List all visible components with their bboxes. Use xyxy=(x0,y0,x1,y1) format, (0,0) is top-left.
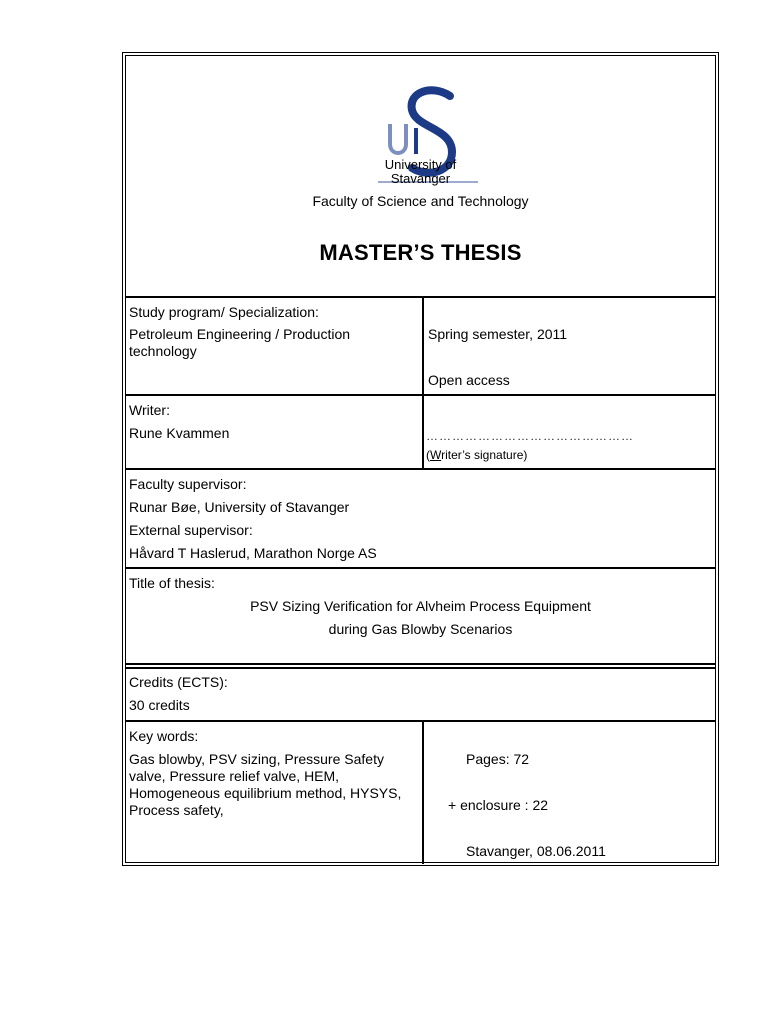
credits-label: Credits (ECTS): xyxy=(129,674,228,690)
thesis-cover-form xyxy=(122,52,719,866)
thesis-title-line1: PSV Sizing Verification for Alvheim Process Equipment xyxy=(250,598,591,614)
title-section-divider xyxy=(126,567,715,569)
credits-section-divider-bottom xyxy=(126,667,715,669)
credits-value: 30 credits xyxy=(129,697,190,713)
thesis-title-line2: during Gas Blowby Scenarios xyxy=(328,621,513,637)
access-value: Open access xyxy=(428,372,510,388)
writer-section-divider xyxy=(126,394,715,396)
credits-section-divider-top xyxy=(126,663,715,665)
form-inner-border xyxy=(125,55,716,863)
writer-label: Writer: xyxy=(129,402,170,418)
keywords-value: Gas blowby, PSV sizing, Pressure Safety valve, Pressure relief valve, HEM, Homogeneous equilibrium method, HYSYS, Process safety, xyxy=(129,751,402,818)
keywords-section-divider xyxy=(126,720,715,722)
study-column-divider xyxy=(422,296,424,394)
pages-value: Pages: 72 xyxy=(466,751,530,767)
faculty-name: Faculty of Science and Technology xyxy=(312,193,529,209)
study-section-divider xyxy=(126,296,715,298)
signature-caption: (Writer’s signature) xyxy=(426,448,528,462)
faculty-supervisor-value: Runar Bøe, University of Stavanger xyxy=(129,499,350,515)
study-program-label: Study program/ Specialization: xyxy=(129,304,319,320)
writer-column-divider xyxy=(422,394,424,468)
university-name-line2: Stavanger xyxy=(390,171,451,186)
page-title: MASTER’S THESIS xyxy=(319,240,522,265)
study-program-value: Petroleum Engineering / Production technology xyxy=(129,326,351,359)
enclosure-value: + enclosure : 22 xyxy=(448,797,549,813)
signature-line: ………………………………………… xyxy=(426,429,634,443)
thesis-title-label: Title of thesis: xyxy=(129,575,215,591)
semester-value: Spring semester, 2011 xyxy=(428,326,568,342)
keywords-label: Key words: xyxy=(129,728,199,744)
supervisor-section-divider xyxy=(126,468,715,470)
external-supervisor-value: Håvard T Haslerud, Marathon Norge AS xyxy=(129,545,377,561)
writer-name: Rune Kvammen xyxy=(129,425,230,441)
place-date-value: Stavanger, 08.06.2011 xyxy=(466,843,606,859)
university-name-line1: University of xyxy=(384,157,457,172)
faculty-supervisor-label: Faculty supervisor: xyxy=(129,476,247,492)
external-supervisor-label: External supervisor: xyxy=(129,522,253,538)
keywords-column-divider xyxy=(422,720,424,864)
